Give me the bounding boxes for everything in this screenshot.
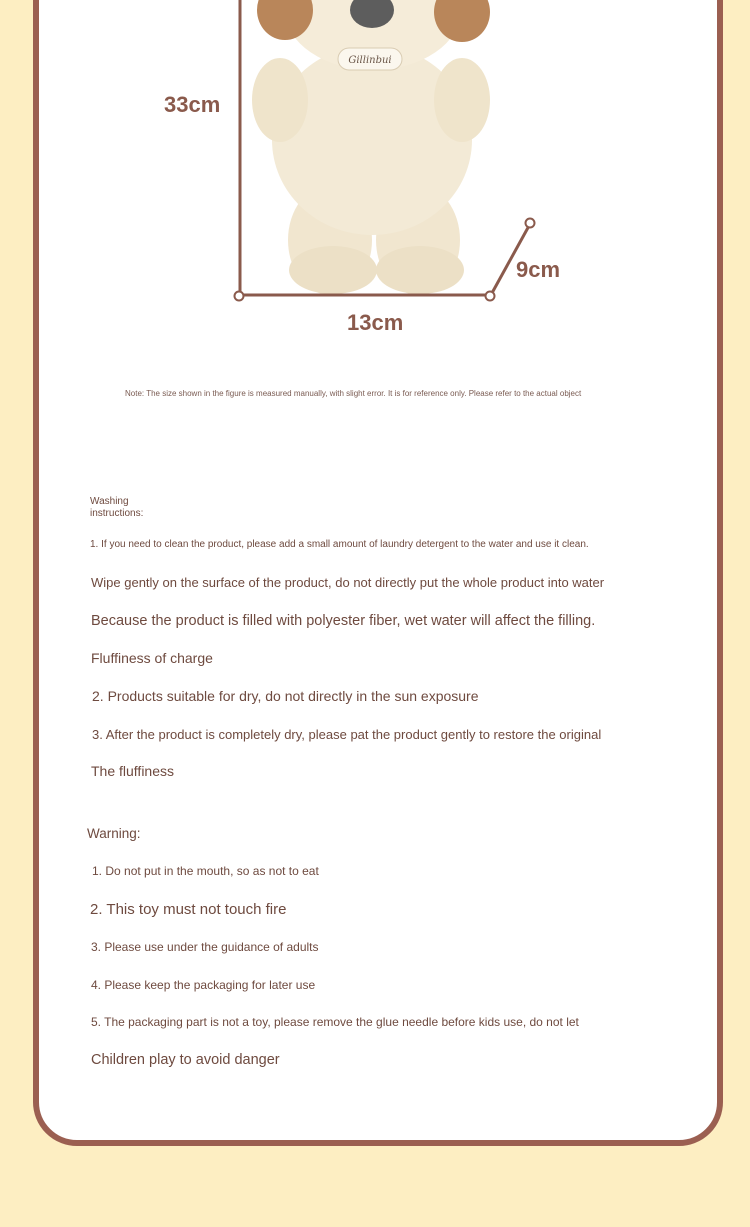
size-diagram bbox=[0, 0, 750, 360]
measurement-note: Note: The size shown in the figure is measured manually, with slight error. It is for reference only. Please refer to the actual object bbox=[125, 389, 582, 398]
washing-line: Fluffiness of charge bbox=[91, 650, 213, 666]
washing-line: The fluffiness bbox=[91, 763, 175, 779]
warning-line: 1. Do not put in the mouth, so as not to eat bbox=[92, 864, 319, 878]
washing-heading: Washing instructions: bbox=[90, 496, 144, 519]
warning-line: Children play to avoid danger bbox=[91, 1052, 280, 1068]
depth-label: 9cm bbox=[516, 257, 561, 282]
washing-line: 2. Products suitable for dry, do not directly in the sun exposure bbox=[92, 688, 479, 704]
washing-line: Wipe gently on the surface of the product, do not directly put the whole product into water bbox=[91, 575, 605, 590]
washing-line: 1. If you need to clean the product, please add a small amount of laundry detergent to the water and use it clean. bbox=[90, 539, 589, 550]
dimension-endpoint bbox=[235, 292, 244, 301]
warning-line: 3. Please use under the guidance of adults bbox=[91, 940, 319, 954]
warning-heading: Warning: bbox=[87, 826, 141, 841]
warning-line: 2. This toy must not touch fire bbox=[90, 901, 287, 918]
washing-line: Because the product is filled with polyester fiber, wet water will affect the filling. bbox=[91, 613, 596, 629]
height-label: 33cm bbox=[164, 92, 221, 117]
toy-tag-text: Gillinbui bbox=[348, 55, 392, 66]
warning-line: 4. Please keep the packaging for later use bbox=[91, 978, 316, 992]
width-label: 13cm bbox=[347, 310, 404, 335]
dimension-endpoint bbox=[526, 219, 535, 228]
plush-dog-image bbox=[252, 0, 490, 295]
warning-line: 5. The packaging part is not a toy, please remove the glue needle before kids use, do not let bbox=[91, 1015, 579, 1029]
washing-line: 3. After the product is completely dry, please pat the product gently to restore the original bbox=[92, 727, 602, 742]
dimension-endpoint bbox=[486, 292, 495, 301]
